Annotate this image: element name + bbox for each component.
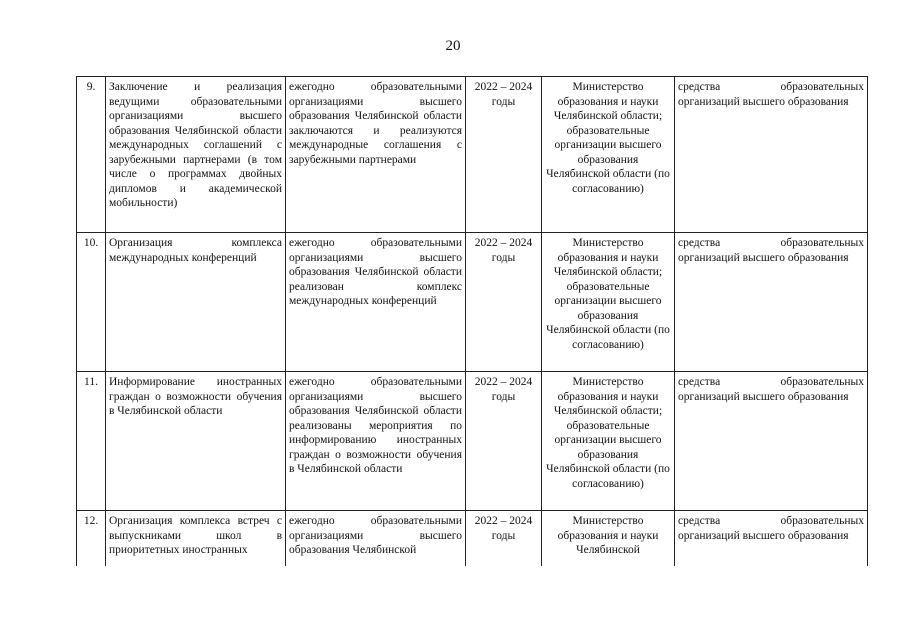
indicator-cell: ежегодно образовательными организациями высшего образования Челябинской области заключаются и реализуются международные соглашения с зарубежными партнерами <box>286 77 466 233</box>
period-cell: 2022 – 2024 годы <box>466 233 542 372</box>
funding-source-cell: средства образовательных организаций высшего образования <box>675 372 868 511</box>
executor-universities: образовательные организации высшего образования Челябинской области (по согласованию) <box>546 419 670 490</box>
executor-universities: образовательные организации высшего образования Челябинской области (по согласованию) <box>546 280 670 351</box>
executor-universities: образовательные организации высшего образования Челябинской области (по согласованию) <box>546 124 670 195</box>
period-cell: 2022 – 2024 годы <box>466 511 542 567</box>
executor-cell <box>542 233 675 372</box>
row-number: 12. <box>77 511 106 567</box>
funding-source-cell: средства образовательных организаций высшего образования <box>675 233 868 372</box>
table-row <box>77 233 868 372</box>
row-number: 10. <box>77 233 106 372</box>
measures-table <box>76 76 868 566</box>
executor-ministry: Министерство образования и науки Челябинской области; <box>553 237 663 278</box>
period-cell: 2022 – 2024 годы <box>466 372 542 511</box>
indicator-cell: ежегодно образовательными организациями высшего образования Челябинской <box>286 511 466 567</box>
funding-source-cell: средства образовательных организаций высшего образования <box>675 77 868 233</box>
executor-cell <box>542 77 675 233</box>
event-cell: Информирование иностранных граждан о возможности обучения в Челябинской области <box>106 372 286 511</box>
row-number: 9. <box>77 77 106 233</box>
period-cell: 2022 – 2024 годы <box>466 77 542 233</box>
event-cell: Организация комплекса встреч с выпускниками школ в приоритетных иностранных <box>106 511 286 567</box>
event-cell: Организация комплекса международных конференций <box>106 233 286 372</box>
executor-cell <box>542 511 675 567</box>
indicator-cell: ежегодно образовательными организациями высшего образования Челябинской области реализован комплекс международных конференций <box>286 233 466 372</box>
executor-ministry: Министерство образования и науки Челябинской области; <box>553 81 663 122</box>
event-cell: Заключение и реализация ведущими образовательными организациями высшего образования Челябинской области международных соглашений с зарубежными партнерами (в том числе о программах двойных дипломов и академической мобильности) <box>106 77 286 233</box>
funding-source-cell: средства образовательных организаций высшего образования <box>675 511 868 567</box>
executor-ministry: Министерство образования и науки Челябинской <box>557 515 659 556</box>
table-row <box>77 77 868 233</box>
table-row <box>77 511 868 567</box>
table-row <box>77 372 868 511</box>
row-number: 11. <box>77 372 106 511</box>
page-number: 20 <box>445 38 461 54</box>
executor-ministry: Министерство образования и науки Челябинской области; <box>553 376 663 417</box>
indicator-cell: ежегодно образовательными организациями высшего образования Челябинской области реализованы мероприятия по информированию иностранных граждан о возможности обучения в Челябинской области <box>286 372 466 511</box>
executor-cell <box>542 372 675 511</box>
